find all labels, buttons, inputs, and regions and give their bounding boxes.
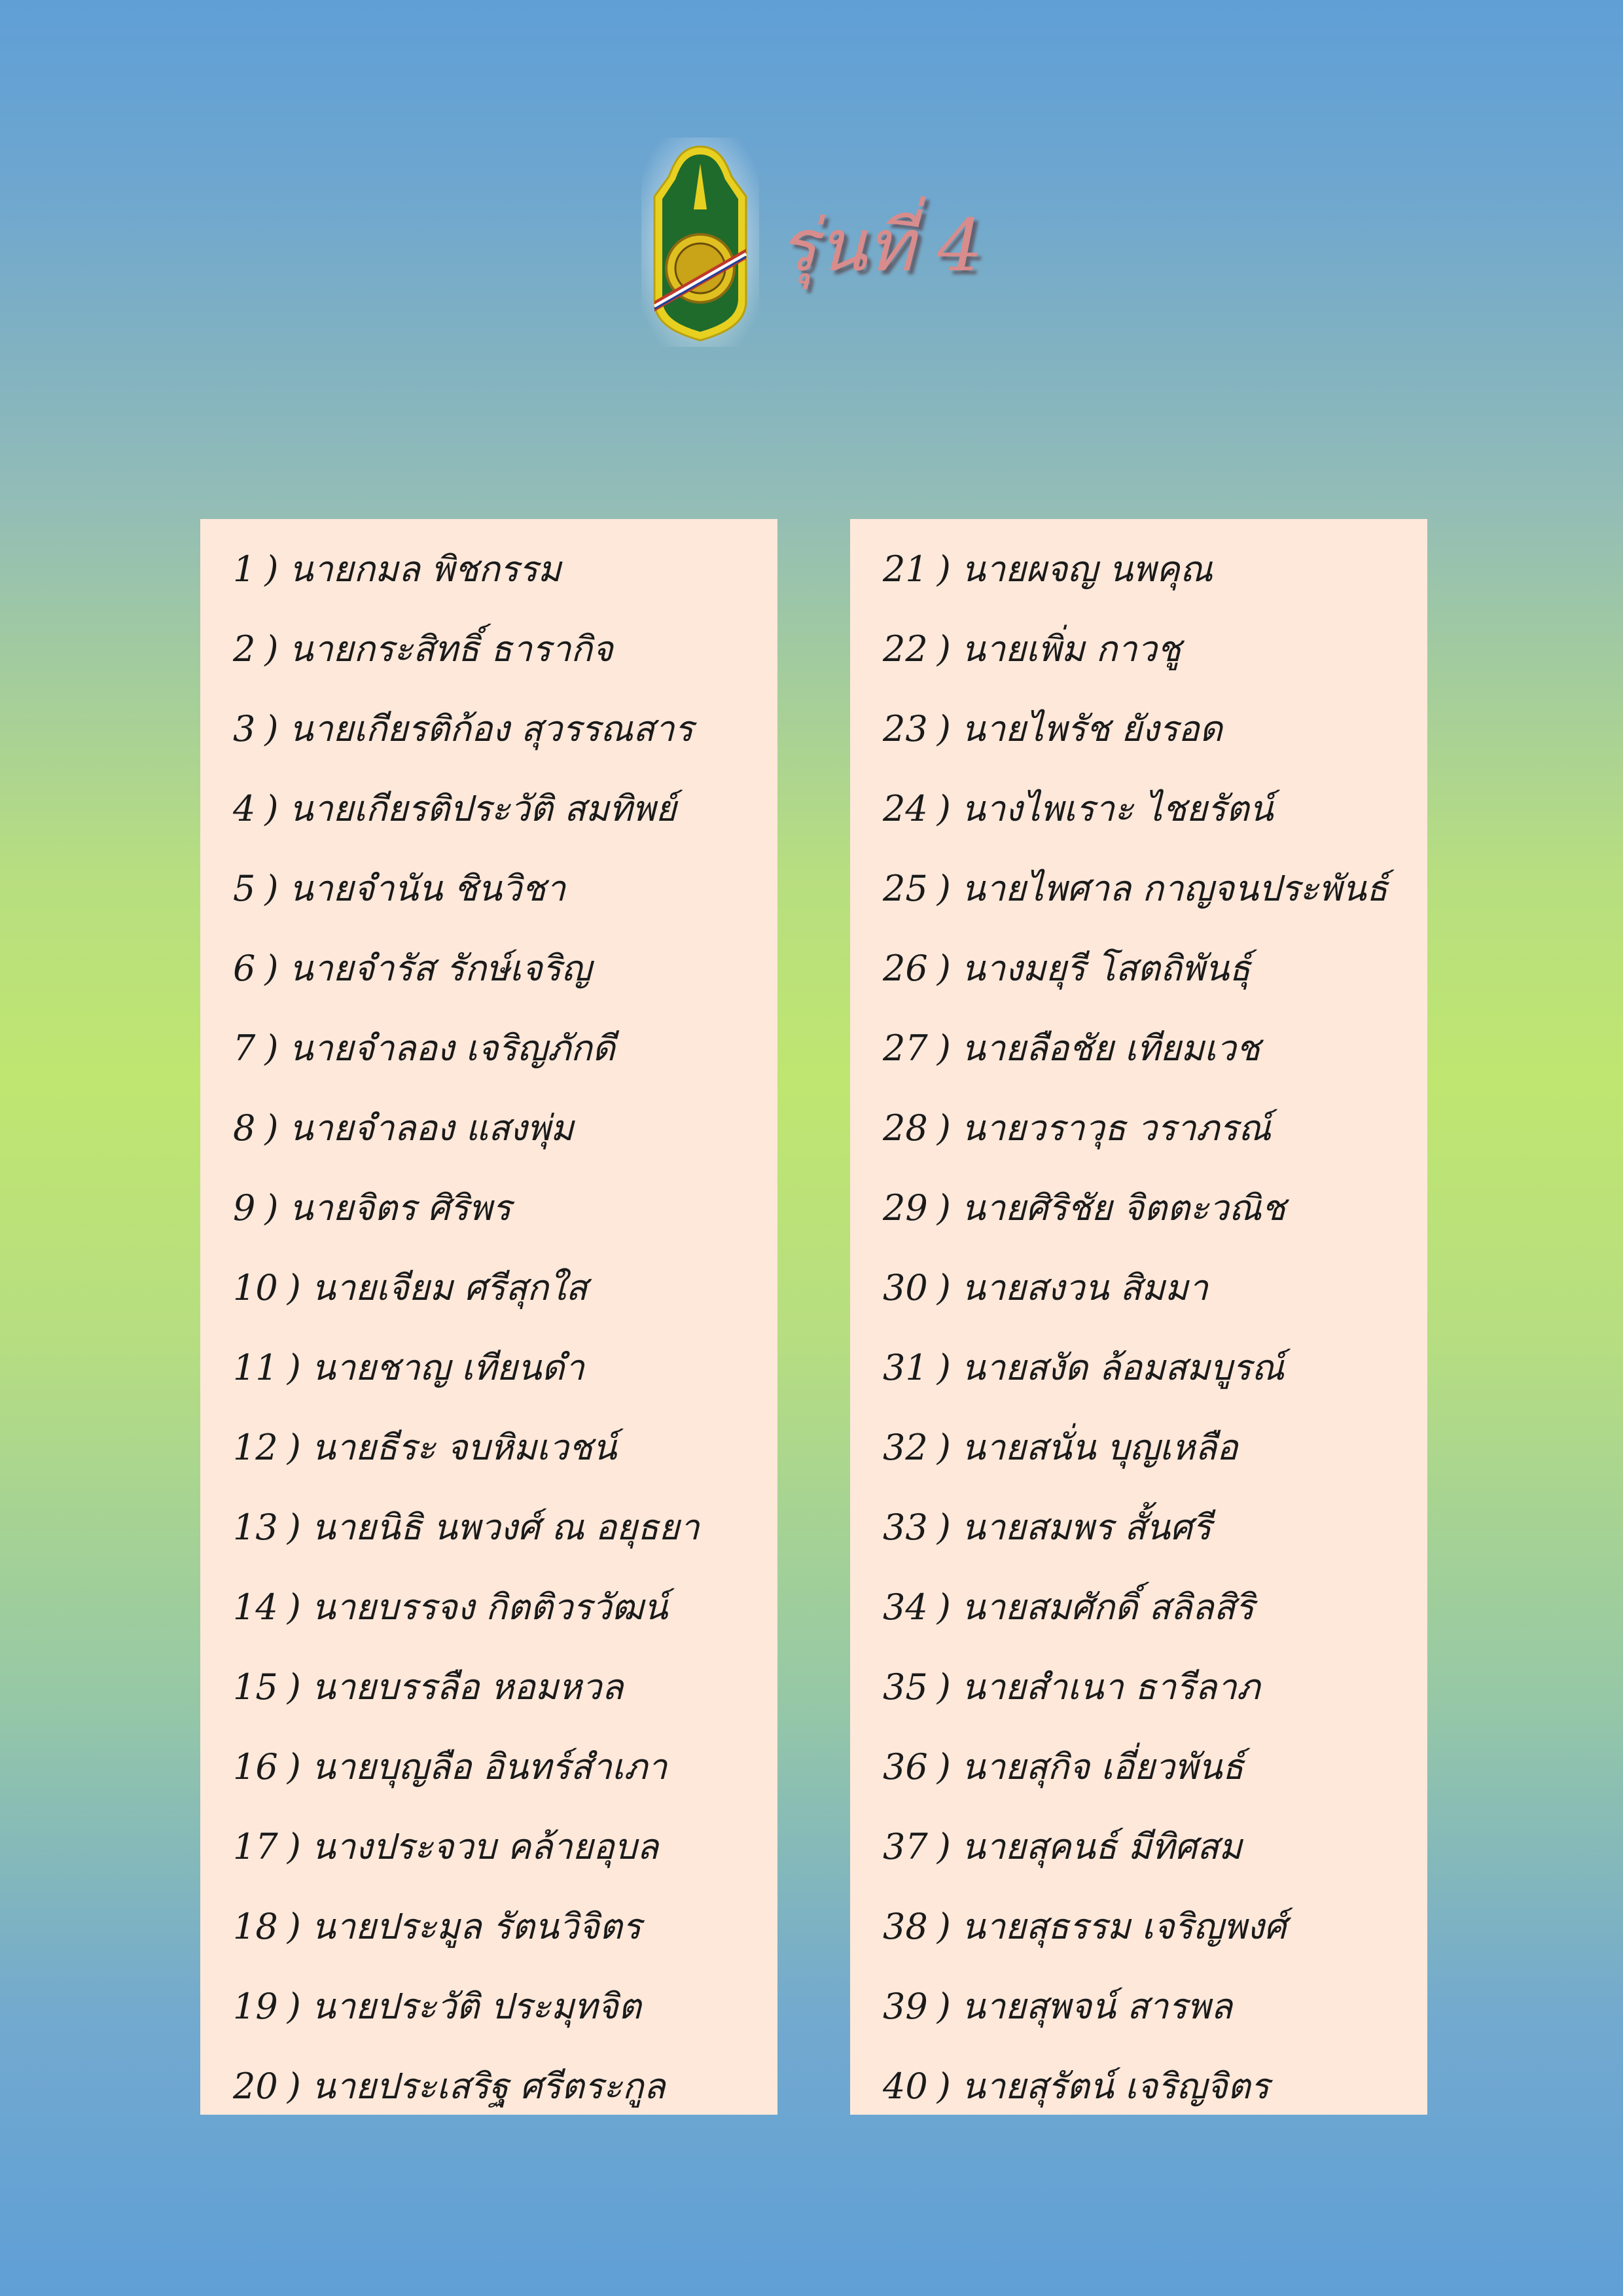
member-name: นายธีระ จบหิมเวชน์ (311, 1427, 617, 1468)
list-item (200, 613, 777, 693)
item-separator: ) (287, 1906, 301, 1947)
item-separator: ) (287, 1587, 301, 1628)
list-item (850, 2051, 1427, 2130)
list-item (850, 1092, 1427, 1172)
member-name: นายผจญ นพคุณ (961, 548, 1213, 590)
member-name: นายกระสิทธิ์ ธารากิจ (289, 628, 613, 670)
item-separator: ) (936, 1746, 951, 1787)
item-number: 10 (233, 1267, 278, 1308)
member-name: นายไพศาล กาญจนประพันธ์ (961, 868, 1388, 909)
item-separator: ) (936, 788, 951, 829)
item-number: 24 (883, 788, 928, 829)
list-item (850, 613, 1427, 693)
item-separator: ) (936, 1028, 951, 1069)
item-number: 35 (883, 1666, 928, 1708)
item-number: 30 (883, 1267, 928, 1308)
list-item (200, 2051, 777, 2130)
member-name: นางไพเราะ ไชยรัตน์ (961, 788, 1274, 829)
item-number: 23 (883, 708, 928, 749)
member-name: นายวราวุธ วราภรณ์ (961, 1107, 1272, 1149)
item-number: 5 (233, 868, 256, 909)
list-item (200, 1492, 777, 1571)
item-number: 3 (233, 708, 256, 749)
member-name: นายศิริชัย จิตตะวณิช (961, 1187, 1286, 1229)
member-name: นายสงัด ล้อมสมบูรณ์ (961, 1347, 1285, 1388)
item-number: 17 (233, 1826, 278, 1867)
member-name: นางมยุรี โสตถิพันธุ์ (961, 948, 1251, 989)
item-number: 1 (233, 548, 256, 590)
list-item (200, 693, 777, 773)
item-number: 9 (233, 1187, 256, 1229)
member-name: นายสำเนา ธารีลาภ (961, 1666, 1260, 1708)
item-separator: ) (936, 1906, 951, 1947)
item-separator: ) (936, 548, 951, 590)
item-separator: ) (264, 1028, 279, 1069)
item-number: 7 (233, 1028, 256, 1069)
item-separator: ) (287, 1267, 301, 1308)
item-separator: ) (936, 1666, 951, 1708)
item-number: 19 (233, 1986, 278, 2027)
item-separator: ) (287, 1746, 301, 1787)
member-name: นายกมล พิชกรรม (289, 548, 562, 590)
member-name: นายจำนัน ชินวิชา (289, 868, 566, 909)
member-name: นายประเสริฐ ศรีตระกูล (311, 2066, 666, 2107)
item-separator: ) (936, 948, 951, 989)
list-item (200, 1571, 777, 1651)
list-item (850, 1252, 1427, 1332)
member-name: นายสมศักดิ์ สลิลสิริ (961, 1587, 1255, 1628)
item-separator: ) (287, 1347, 301, 1388)
page-header (641, 137, 982, 353)
list-item (200, 533, 777, 613)
list-item (850, 1571, 1427, 1651)
member-name: นายจำลอง เจริญภักดี (289, 1028, 615, 1069)
item-number: 26 (883, 948, 928, 989)
list-item (850, 1971, 1427, 2051)
list-item (850, 1013, 1427, 1092)
member-name: นายสนั่น บุญเหลือ (961, 1427, 1238, 1468)
member-name: นายสุพจน์ สารพล (961, 1986, 1232, 2027)
item-separator: ) (264, 548, 279, 590)
member-name: นายชาญ เทียนดำ (311, 1347, 584, 1388)
list-item (850, 1731, 1427, 1811)
member-name: นายจิตร ศิริพร (289, 1187, 512, 1229)
item-number: 16 (233, 1746, 278, 1787)
member-name: นายประวัติ ประมุทจิต (311, 1986, 641, 2027)
item-separator: ) (936, 1267, 951, 1308)
item-number: 32 (883, 1427, 928, 1468)
item-separator: ) (936, 2066, 951, 2107)
item-separator: ) (264, 1187, 279, 1229)
item-separator: ) (936, 868, 951, 909)
item-separator: ) (287, 1826, 301, 1867)
member-name: นายบรรจง กิตติวรวัฒน์ (311, 1587, 668, 1628)
list-item (200, 1731, 777, 1811)
list-item (200, 1252, 777, 1332)
item-number: 13 (233, 1507, 278, 1548)
list-item (200, 1092, 777, 1172)
list-item (850, 1891, 1427, 1971)
list-item (850, 933, 1427, 1013)
member-name: นายเพิ่ม กาวชู (961, 628, 1181, 670)
item-separator: ) (264, 708, 279, 749)
item-separator: ) (936, 1427, 951, 1468)
item-number: 14 (233, 1587, 278, 1628)
member-name: นายสมพร สั้นศรี (961, 1507, 1212, 1548)
list-item (200, 773, 777, 853)
list-item (200, 1891, 777, 1971)
list-item (850, 533, 1427, 613)
list-item (850, 1811, 1427, 1891)
item-number: 21 (883, 548, 928, 590)
list-item (850, 1332, 1427, 1412)
item-separator: ) (936, 1986, 951, 2027)
item-number: 18 (233, 1906, 278, 1947)
item-separator: ) (936, 708, 951, 749)
item-separator: ) (264, 948, 279, 989)
item-number: 22 (883, 628, 928, 670)
member-name: นายเจียม ศรีสุกใส (311, 1267, 588, 1308)
member-name: นายลือชัย เทียมเวช (961, 1028, 1260, 1069)
item-separator: ) (287, 1507, 301, 1548)
item-number: 15 (233, 1666, 278, 1708)
list-item (200, 933, 777, 1013)
member-name: นายบรรลือ หอมหวล (311, 1666, 624, 1708)
list-item (850, 773, 1427, 853)
item-number: 34 (883, 1587, 928, 1628)
item-separator: ) (936, 1347, 951, 1388)
item-number: 37 (883, 1826, 928, 1867)
item-number: 4 (233, 788, 256, 829)
member-name: นายสุธรรม เจริญพงศ์ (961, 1906, 1287, 1947)
item-number: 39 (883, 1986, 928, 2027)
member-name: นายบุญลือ อินทร์สำเภา (311, 1746, 668, 1787)
item-number: 29 (883, 1187, 928, 1229)
member-list-left (200, 519, 777, 2115)
item-separator: ) (936, 1587, 951, 1628)
list-item (200, 1412, 777, 1492)
item-number: 36 (883, 1746, 928, 1787)
item-number: 12 (233, 1427, 278, 1468)
item-separator: ) (287, 2066, 301, 2107)
item-separator: ) (936, 628, 951, 670)
list-item (200, 1651, 777, 1731)
item-separator: ) (287, 1666, 301, 1708)
list-item (200, 1172, 777, 1252)
member-name: นายเกียรติประวัติ สมทิพย์ (289, 788, 677, 829)
item-separator: ) (264, 788, 279, 829)
member-name: นายไพรัช ยังรอด (961, 708, 1222, 749)
item-number: 25 (883, 868, 928, 909)
member-list-right (850, 519, 1427, 2115)
list-item (200, 1811, 777, 1891)
member-name: นายจำลอง แสงพุ่ม (289, 1107, 574, 1149)
member-name: นายสุรัตน์ เจริญจิตร (961, 2066, 1270, 2107)
member-name: นายประมูล รัตนวิจิตร (311, 1906, 641, 1947)
item-separator: ) (287, 1427, 301, 1468)
item-number: 28 (883, 1107, 928, 1149)
list-item (850, 853, 1427, 933)
item-number: 6 (233, 948, 256, 989)
item-separator: ) (264, 1107, 279, 1149)
list-item (850, 1492, 1427, 1571)
page-title: รุ่นที่ 4 (779, 204, 983, 287)
member-name: นายสุคนธ์ มีทิศสม (961, 1826, 1242, 1867)
list-item (850, 1412, 1427, 1492)
item-number: 8 (233, 1107, 256, 1149)
list-item (200, 1332, 777, 1412)
item-separator: ) (936, 1187, 951, 1229)
item-number: 31 (883, 1347, 928, 1388)
item-separator: ) (936, 1507, 951, 1548)
list-item (850, 1651, 1427, 1731)
member-name: นายเกียรติก้อง สุวรรณสาร (289, 708, 694, 749)
item-number: 40 (883, 2066, 928, 2107)
item-separator: ) (936, 1826, 951, 1867)
member-name: นายสงวน สิมมา (961, 1267, 1208, 1308)
school-emblem-icon (641, 137, 759, 347)
item-number: 2 (233, 628, 256, 670)
list-item (850, 693, 1427, 773)
item-number: 33 (883, 1507, 928, 1548)
list-item (850, 1172, 1427, 1252)
item-separator: ) (264, 868, 279, 909)
list-item (200, 1013, 777, 1092)
item-number: 38 (883, 1906, 928, 1947)
member-name: นายจำรัส รักษ์เจริญ (289, 948, 592, 989)
member-name: นางประจวบ คล้ายอุบล (311, 1826, 659, 1867)
item-separator: ) (936, 1107, 951, 1149)
member-name: นายนิธิ นพวงศ์ ณ อยุธยา (311, 1507, 700, 1548)
item-separator: ) (287, 1986, 301, 2027)
item-number: 20 (233, 2066, 278, 2107)
item-number: 27 (883, 1028, 928, 1069)
item-number: 11 (233, 1347, 278, 1388)
member-name: นายสุกิจ เอี่ยวพันธ์ (961, 1746, 1244, 1787)
list-item (200, 1971, 777, 2051)
list-item (200, 853, 777, 933)
item-separator: ) (264, 628, 279, 670)
